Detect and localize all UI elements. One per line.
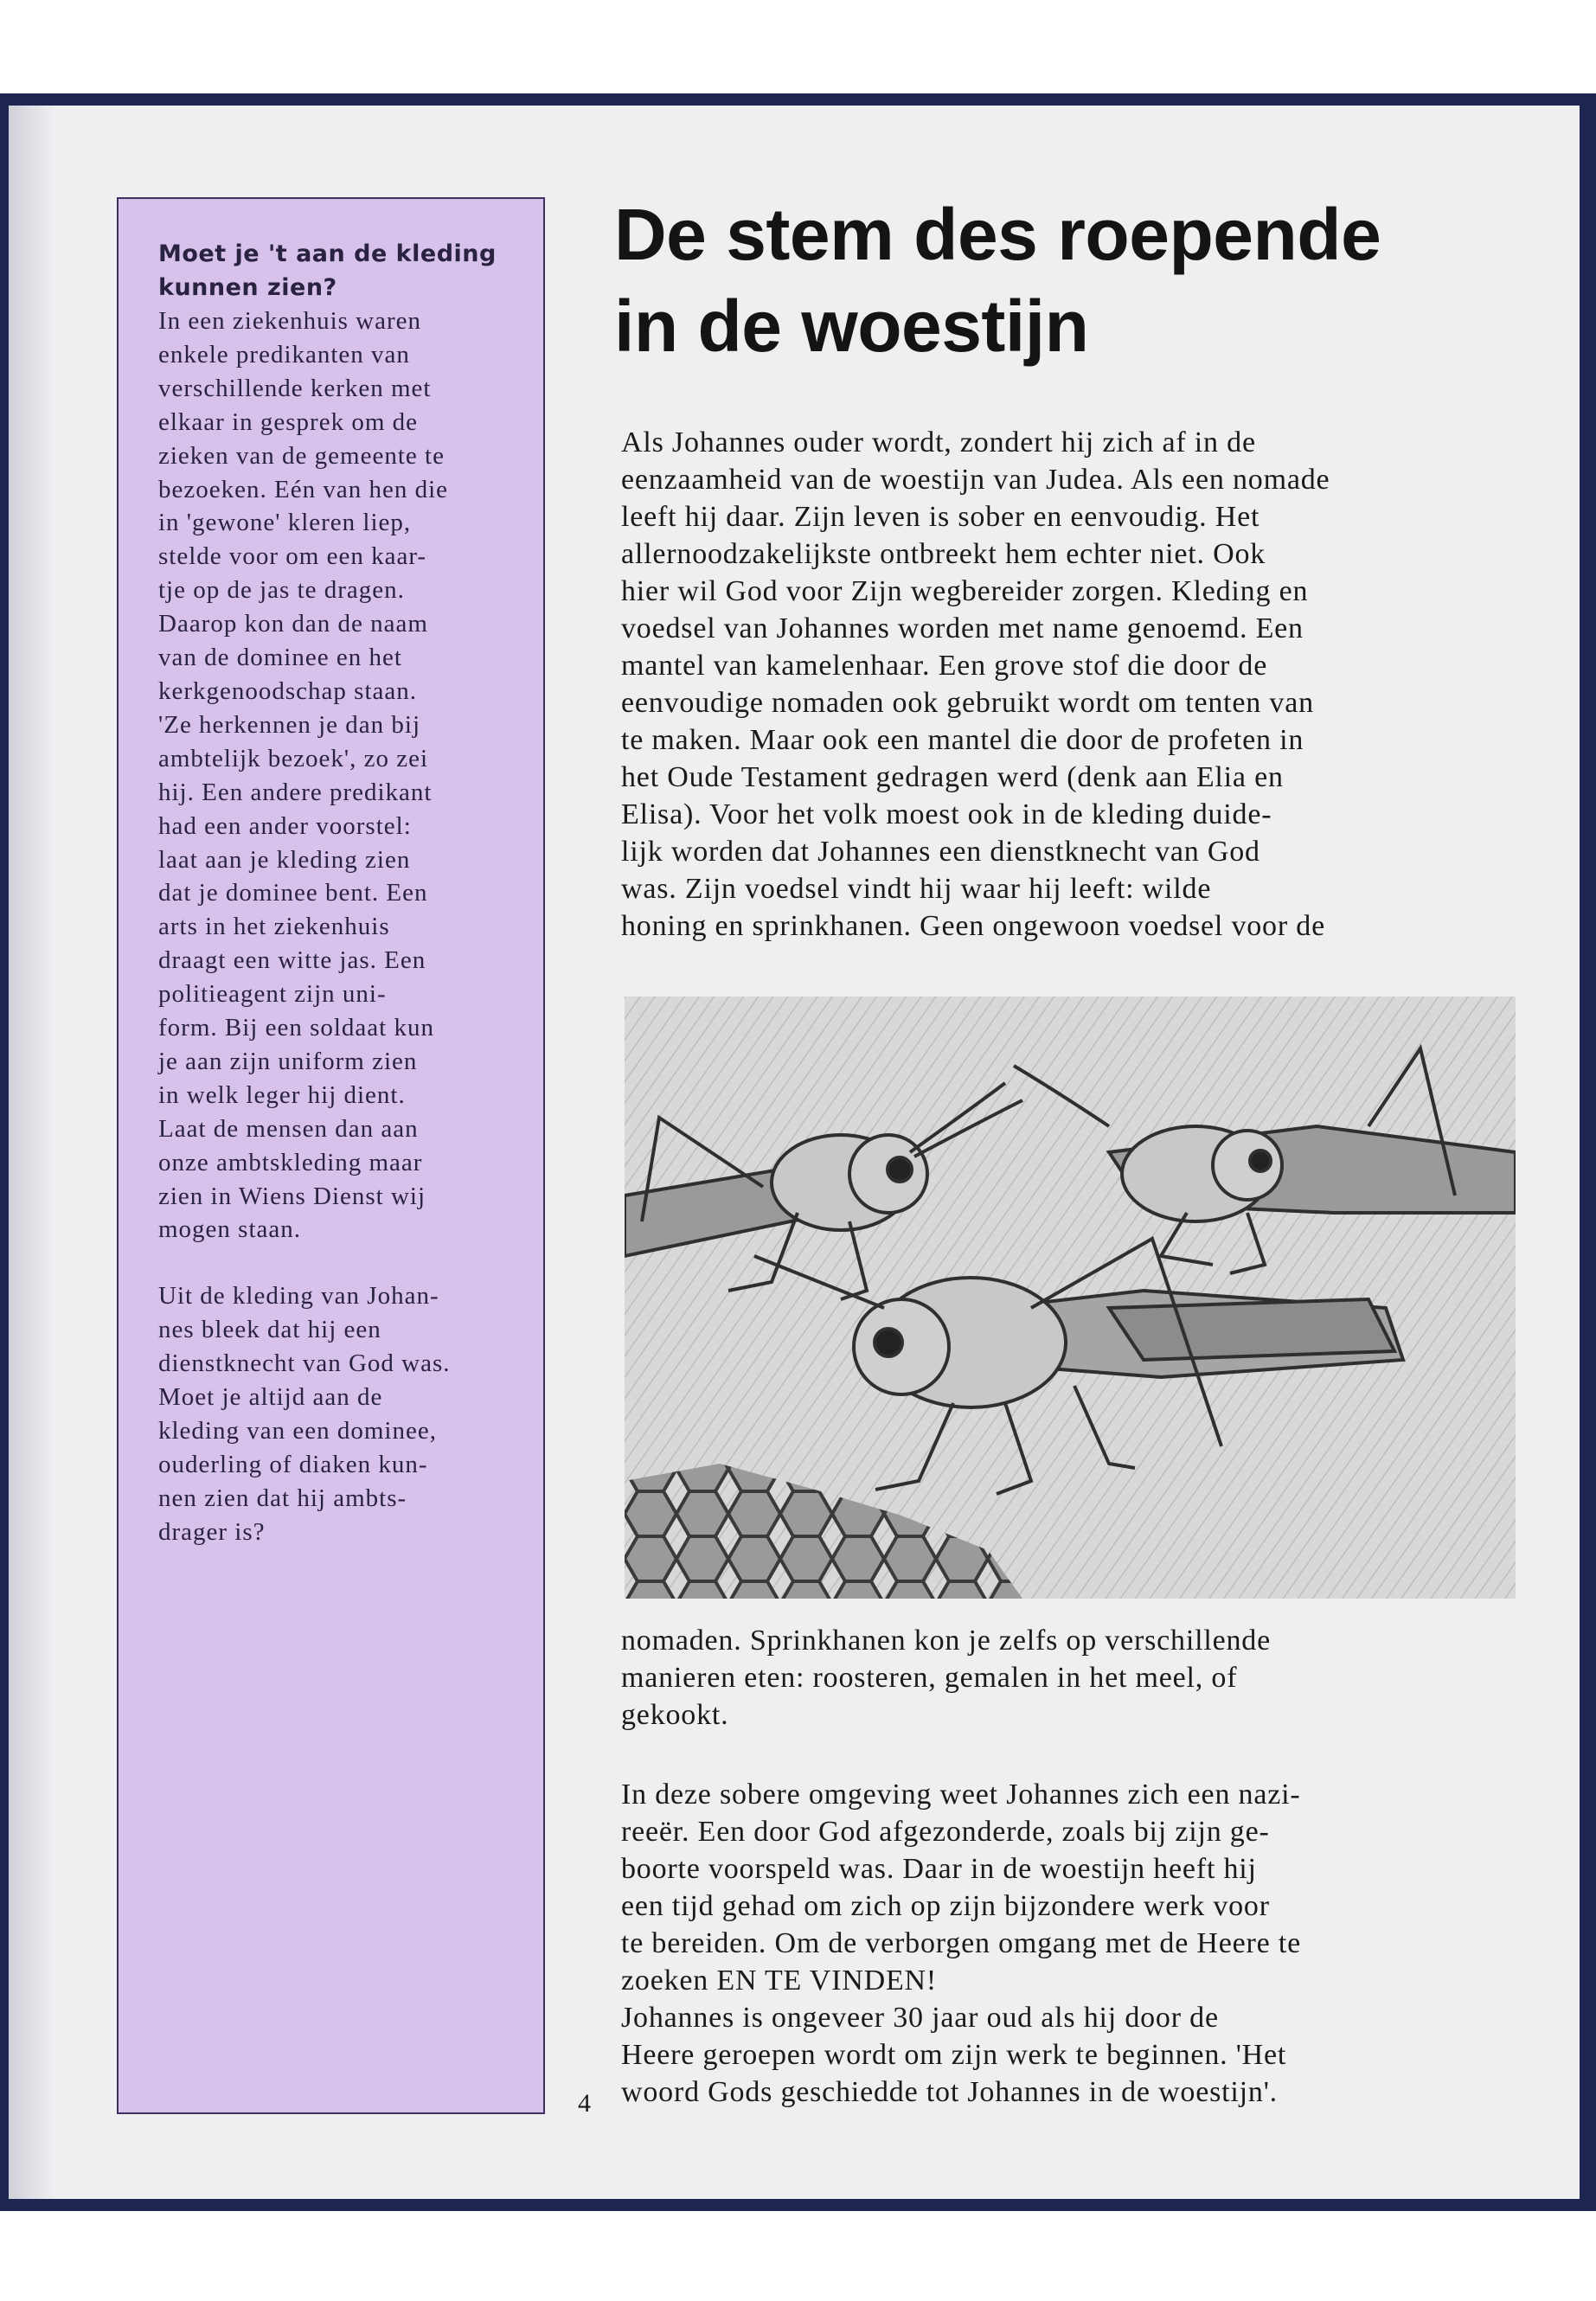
article-closing: In deze sobere omgeving weet Johannes zich een nazi- reeër. Een door God afgezonderde, zoals bij zijn ge- boorte voorspeld was. Daar in de woestijn heeft hij een tijd gehad om zich op zijn bijzondere werk voor te bereiden. Om de verborgen omgang met de Heere te zoeken EN TE VINDEN! Johannes is ongeveer 30 jaar oud als hij door de Heere geroepen wordt om zijn werk te beginnen. 'Het woord Gods geschiedde tot Johannes in de woestijn'.: [621, 1779, 1301, 2108]
page-curl: [9, 106, 54, 2199]
sidebar-paragraph-1: In een ziekenhuis waren enkele predikanten van verschillende kerken met elkaar in gesprek om de zieken van de gemeente te bezoeken. Eén van hen die in 'gewone' kleren liep, stelde voor om een kaar- tje op de jas te dragen. Daarop kon dan de naam van de dominee en het kerkgenoodschap staan. 'Ze herkennen je dan bij ambtelijk bezoek', zo zei hij. Een andere predikant had een ander voorstel: laat aan je kleding zien dat je dominee bent. Een arts in het ziekenhuis draagt een witte jas. Een politieagent zijn uni- form. Bij een soldaat kun je aan zijn uniform zien in welk leger hij dient. Laat de mensen dan aan onze ambtskleding maar zien in Wiens Dienst wij mogen staan.: [158, 307, 448, 1244]
article-intro: Als Johannes ouder wordt, zondert hij zich af in de eenzaamheid van de woestijn van Judea. Als een nomade leeft hij daar. Zijn leven is sober en eenvoudig. Het allernoodzakelijkste ontbreekt hem echter niet. Ook hier wil God voor Zijn wegbereider zorgen. Kleding en voedsel van Johannes worden met name genoemd. Een mantel van kamelenhaar. Een grove stof die door de eenvoudige nomaden ook gebruikt wordt om tenten van te maken. Maar ook een mantel die door de profeten in het Oude Testament gedragen werd (denk aan Elia en Elisa). Voor het volk moest ook in de kleding duide- lijk worden dat Johannes een dienstknecht van God was. Zijn voedsel vindt hij waar hij leeft: wilde honing en sprinkhanen. Geen ongewoon voedsel voor de: [621, 426, 1330, 942]
sidebar-paragraph-2: Uit de kleding van Johan- nes bleek dat hij een dienstknecht van God was. Moet je altijd aan de kleding van een dominee, ouderling of diaken kun- nen zien dat hij ambts- drager is?: [158, 1282, 451, 1546]
article-after-image: nomaden. Sprinkhanen kon je zelfs op verschillende manieren eten: roosteren, gemalen in het meel, of gekookt.: [621, 1625, 1271, 1731]
page-number: 4: [578, 2089, 591, 2118]
grasshopper-illustration: [625, 997, 1516, 1599]
headline: De stem des roepende in de woestijn: [614, 194, 1381, 367]
sidebar-box: [117, 197, 545, 2114]
sidebar-title: Moet je 't aan de kleding kunnen zien?: [158, 240, 497, 301]
